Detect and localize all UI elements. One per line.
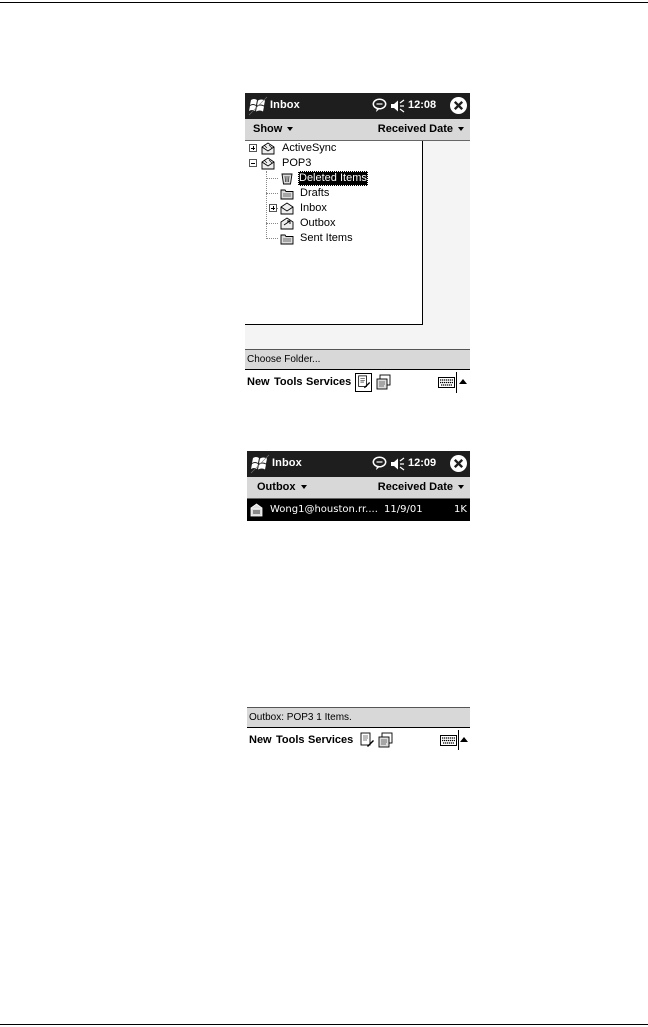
message-date: 11/9/01 bbox=[384, 504, 423, 515]
speaker-icon[interactable] bbox=[390, 457, 405, 471]
close-circle-icon[interactable] bbox=[449, 96, 468, 115]
input-panel-arrow-icon[interactable] bbox=[459, 379, 467, 384]
folder-icon bbox=[280, 232, 294, 245]
speech-bubble-icon[interactable] bbox=[372, 456, 387, 471]
folder-icon bbox=[280, 187, 294, 200]
folder-label: Inbox bbox=[300, 202, 327, 214]
folder-label: Drafts bbox=[300, 187, 330, 199]
sort-dropdown[interactable]: Received Date bbox=[378, 123, 464, 135]
keyboard-icon[interactable] bbox=[438, 377, 455, 388]
status-text: Choose Folder... bbox=[247, 354, 321, 365]
folder-label: POP3 bbox=[282, 157, 312, 169]
menu-tools[interactable]: Tools bbox=[276, 734, 305, 746]
tree-item-sent-items[interactable] bbox=[245, 231, 422, 246]
message-list-empty-area bbox=[247, 521, 470, 707]
status-text: Outbox: POP3 1 Items. bbox=[249, 712, 352, 723]
message-row[interactable] bbox=[247, 499, 470, 521]
close-circle-icon[interactable] bbox=[449, 454, 468, 473]
menu-new[interactable]: New bbox=[249, 734, 272, 746]
page-bottom-rule bbox=[0, 1024, 648, 1025]
mail-folder-icon bbox=[261, 142, 275, 155]
folder-label: Sent Items bbox=[300, 232, 353, 244]
expand-plus-icon[interactable] bbox=[249, 144, 257, 152]
command-bar-divider bbox=[458, 730, 459, 750]
tree-item-outbox[interactable] bbox=[245, 216, 422, 231]
title-bar bbox=[247, 451, 470, 477]
outgoing-mail-icon bbox=[250, 503, 263, 517]
tree-item-inbox[interactable] bbox=[245, 201, 422, 216]
menu-new[interactable]: New bbox=[247, 376, 270, 388]
folder-list-icon[interactable] bbox=[377, 731, 394, 750]
window-title: Inbox bbox=[272, 457, 302, 469]
command-bar bbox=[247, 727, 470, 750]
keyboard-icon[interactable] bbox=[440, 735, 457, 746]
menu-services[interactable]: Services bbox=[308, 734, 354, 746]
outbox-icon bbox=[280, 217, 294, 230]
collapse-minus-icon[interactable] bbox=[249, 159, 257, 167]
speech-bubble-icon[interactable] bbox=[372, 98, 387, 113]
sort-dropdown[interactable]: Received Date bbox=[378, 481, 464, 493]
folder-sort-header bbox=[247, 477, 470, 499]
title-bar bbox=[245, 93, 470, 119]
status-bar bbox=[247, 707, 470, 727]
command-bar-divider bbox=[456, 372, 457, 393]
folder-label: ActiveSync bbox=[282, 142, 337, 154]
trash-icon bbox=[280, 172, 294, 185]
input-panel-arrow-icon[interactable] bbox=[460, 737, 468, 742]
show-dropdown[interactable]: Show bbox=[253, 123, 293, 135]
tree-item-deleted-items[interactable] bbox=[245, 171, 422, 186]
folder-label: Outbox bbox=[300, 217, 336, 229]
clock[interactable]: 12:08 bbox=[408, 99, 437, 111]
status-bar bbox=[245, 349, 470, 369]
window-title: Inbox bbox=[270, 99, 300, 111]
menu-tools[interactable]: Tools bbox=[274, 376, 303, 388]
windows-flag-icon[interactable] bbox=[248, 96, 268, 116]
speaker-icon[interactable] bbox=[390, 99, 405, 113]
compose-icon[interactable] bbox=[358, 731, 375, 750]
command-bar bbox=[245, 369, 470, 394]
menu-services[interactable]: Services bbox=[306, 376, 352, 388]
folder-label: Deleted Items bbox=[299, 172, 367, 184]
message-sender: Wong1@houston.rr.... bbox=[270, 504, 378, 515]
tree-item-activesync[interactable] bbox=[245, 141, 422, 156]
mail-folder-icon bbox=[261, 157, 275, 170]
screen-folder-list bbox=[245, 93, 470, 394]
tree-item-pop3[interactable] bbox=[245, 156, 422, 171]
windows-flag-icon[interactable] bbox=[250, 454, 270, 474]
screen-outbox bbox=[247, 451, 470, 750]
expand-plus-icon[interactable] bbox=[269, 204, 277, 212]
clock[interactable]: 12:09 bbox=[408, 457, 437, 469]
page-top-rule bbox=[0, 2, 648, 3]
folder-sort-header bbox=[245, 119, 470, 141]
message-size: 1K bbox=[454, 504, 467, 515]
compose-icon[interactable] bbox=[355, 373, 372, 392]
folder-list-icon[interactable] bbox=[375, 373, 392, 392]
folder-dropdown[interactable]: Outbox bbox=[257, 481, 307, 493]
tree-item-drafts[interactable] bbox=[245, 186, 422, 201]
mail-folder-icon bbox=[280, 202, 294, 215]
folder-tree bbox=[245, 141, 423, 325]
